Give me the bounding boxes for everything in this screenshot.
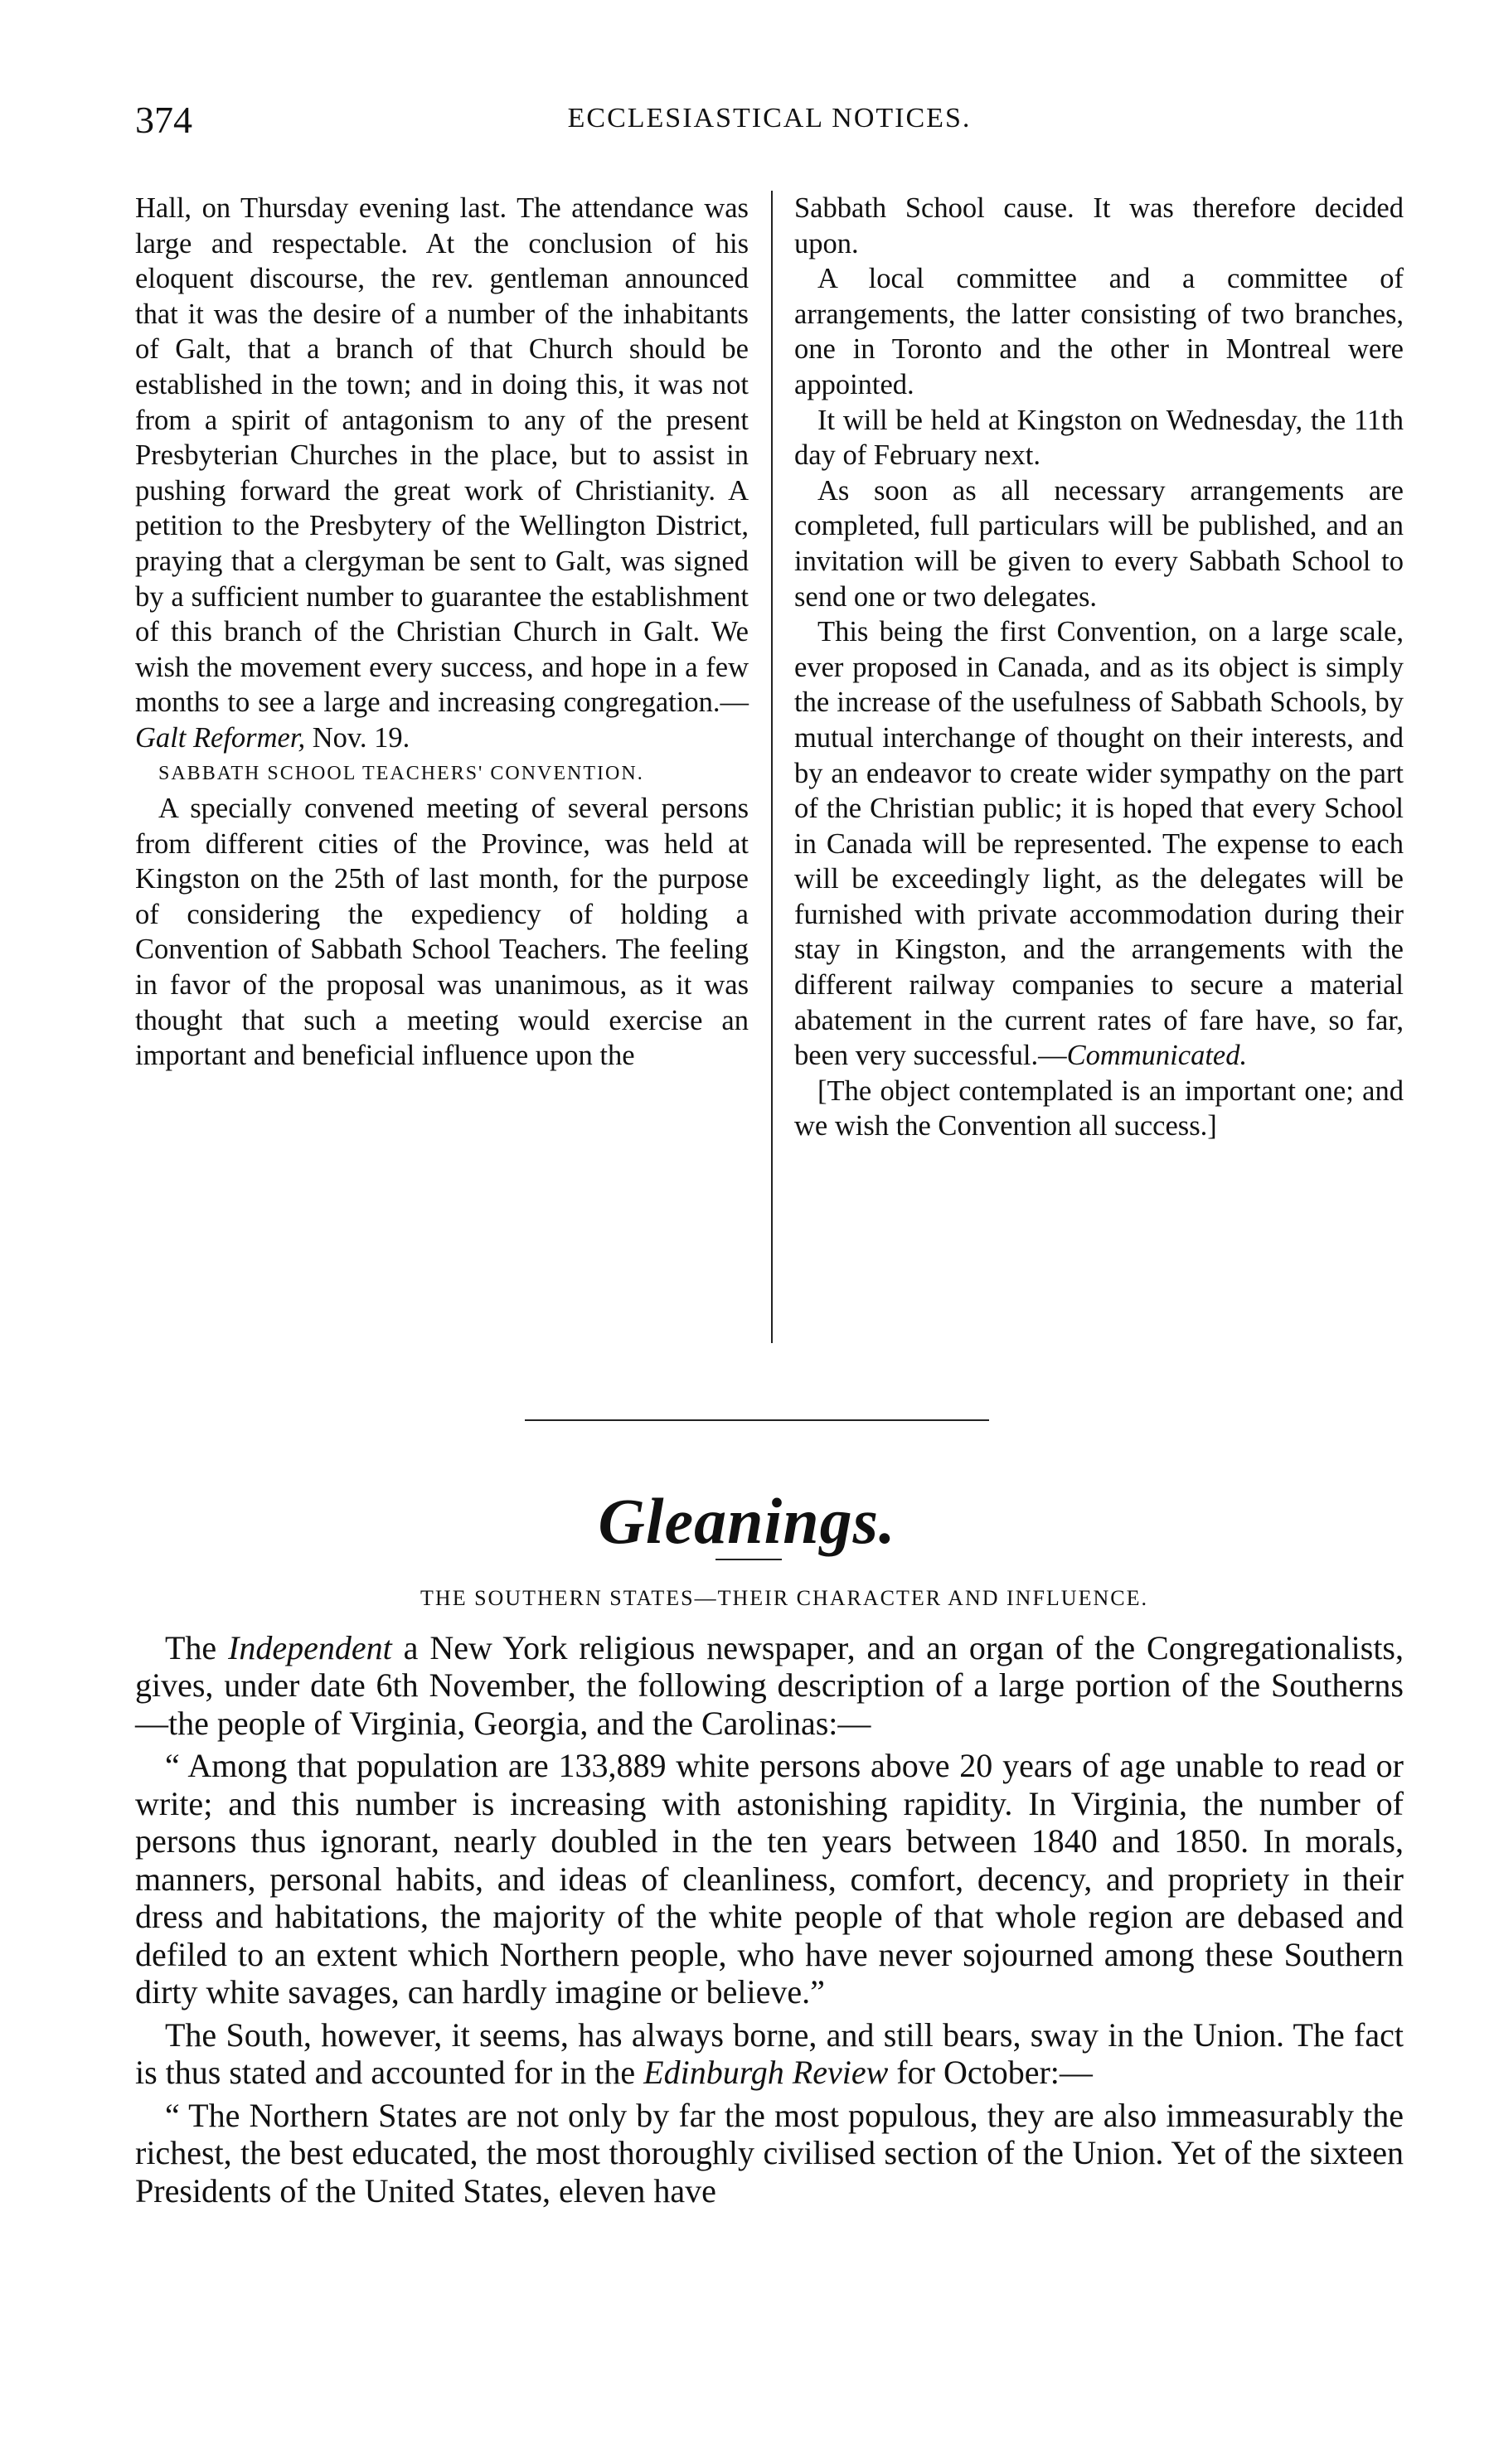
quotation: “ Among that population are 133,889 white persons above 20 years of age unable to read or write; and this number is increasing with astonishing rapidity. In Virginia, the number of persons thus ignorant, nearly doubled in the ten years between 1840 and 1850. In morals, manners, personal habits, and ideas of cleanliness, comfort, decency, and propriety in their dress and habitations, the majority of the white people of that whole region are debased and defiled to an extent which Northern people, who have never sojourned among these Southern dirty white savages, can hardly imagine or believe.”: [135, 1747, 1404, 2010]
source-citation: Galt Reformer,: [135, 721, 306, 754]
paragraph: [794, 614, 1404, 1074]
newspaper-name: Independent: [228, 1628, 392, 1666]
title-underline: [715, 1559, 782, 1560]
page-number: 374: [135, 99, 192, 141]
paragraph-text: This being the first Convention, on a large scale, ever proposed in Canada, and as its object is simply the increase of the usefulness of Sabbath Schools, by mutual interchange of thought on their interests, and by an endeavor to create wider sympathy on the part of the Christian public; it is hoped that every School in Canada will be represented. The expense to each will be exceedingly light, as the delegates will be furnished with private accommodation during their stay in Kingston, and the arrangements with the different railway companies to secure a material abatement in the current rates of fare have, so far, been very successful.—: [794, 616, 1404, 1072]
gleanings-title: Gleanings.: [598, 1485, 896, 1557]
source-citation: Communicated.: [1066, 1040, 1248, 1072]
citation-date: Nov. 19.: [305, 721, 410, 754]
review-name: Edinburgh Review: [643, 2054, 889, 2091]
paragraph: As soon as all necessary arrangements are completed, full particulars will be published, and an invitation will be given to every Sabbath School to send one or two delegates.: [794, 474, 1404, 613]
left-column: [135, 191, 749, 1074]
paragraph: Sabbath School cause. It was therefore decided upon.: [794, 192, 1404, 259]
right-column: [794, 191, 1404, 1144]
paragraph: It will be held at Kingston on Wednesday, the 11th day of February next.: [794, 404, 1404, 472]
paragraph-text: The South, however, it seems, has always borne, and still bears, sway in the Union. The fact is thus stated and accounted for in the: [135, 2015, 1404, 2091]
paragraph-text: for October:—: [888, 2054, 1093, 2091]
article-subtitle: THE SOUTHERN STATES—THEIR CHARACTER AND INFLUENCE.: [420, 1586, 1148, 1610]
paragraph: [The object contemplated is an important one; and we wish the Convention all success.]: [794, 1074, 1404, 1142]
paragraph-text: The: [165, 1628, 229, 1666]
paragraph: A specially convened meeting of several persons from different cities of the Province, was held at Kingston on the 25th of last month, for the purpose of considering the expediency of holding a Convention of Sabbath School Teachers. The feeling in favor of the proposal was unanimous, as it was thought that such a meeting would exercise an important and beneficial influence upon the: [135, 793, 749, 1072]
paragraph: [135, 1629, 1404, 1743]
paragraph-text: a New York religious newspaper, and an organ of the Congregationalists, gives, under date 6th November, the following description of a large portion of the Southerns—the people of Virginia, Georgia, and the Carolinas:—: [135, 1628, 1404, 1742]
gleanings-body: [135, 1579, 1404, 2214]
paragraph: [135, 191, 749, 756]
paragraph-text: Hall, on Thursday evening last. The attendance was large and respectable. At the conclusion of his eloquent discourse, the rev. gentleman announced that it was the desire of a number of the inhabitants of Galt, that a branch of that Church should be established in the town; and in doing this, it was not from a spirit of antagonism to any of the present Presbyterian Churches in the place, but to assist in pushing forward the great work of Christianity. A petition to the Presbytery of the Wellington District, praying that a clergyman be sent to Galt, was signed by a sufficient number to guarantee the establishment of this branch of the Christian Church in Galt. We wish the movement every success, and hope in a few months to see a large and increasing congregation.—: [135, 192, 749, 719]
column-divider: [771, 191, 773, 1343]
paragraph: A local committee and a committee of arrangements, the latter consisting of two branches, one in Toronto and the other in Montreal were appointed.: [794, 263, 1404, 400]
paragraph: [135, 2016, 1404, 2092]
running-head: ECCLESIASTICAL NOTICES.: [567, 103, 972, 133]
quotation: “ The Northern States are not only by far the most populous, they are also immeasurably the richest, the best educated, the most thoroughly civilised section of the Union. Yet of the sixteen Presidents of the United States, eleven have: [135, 2096, 1404, 2209]
page-header: [135, 98, 1404, 148]
section-heading: SABBATH SCHOOL TEACHERS' CONVENTION.: [158, 762, 644, 784]
section-separator: [525, 1419, 989, 1421]
two-column-body: [135, 191, 1404, 1376]
